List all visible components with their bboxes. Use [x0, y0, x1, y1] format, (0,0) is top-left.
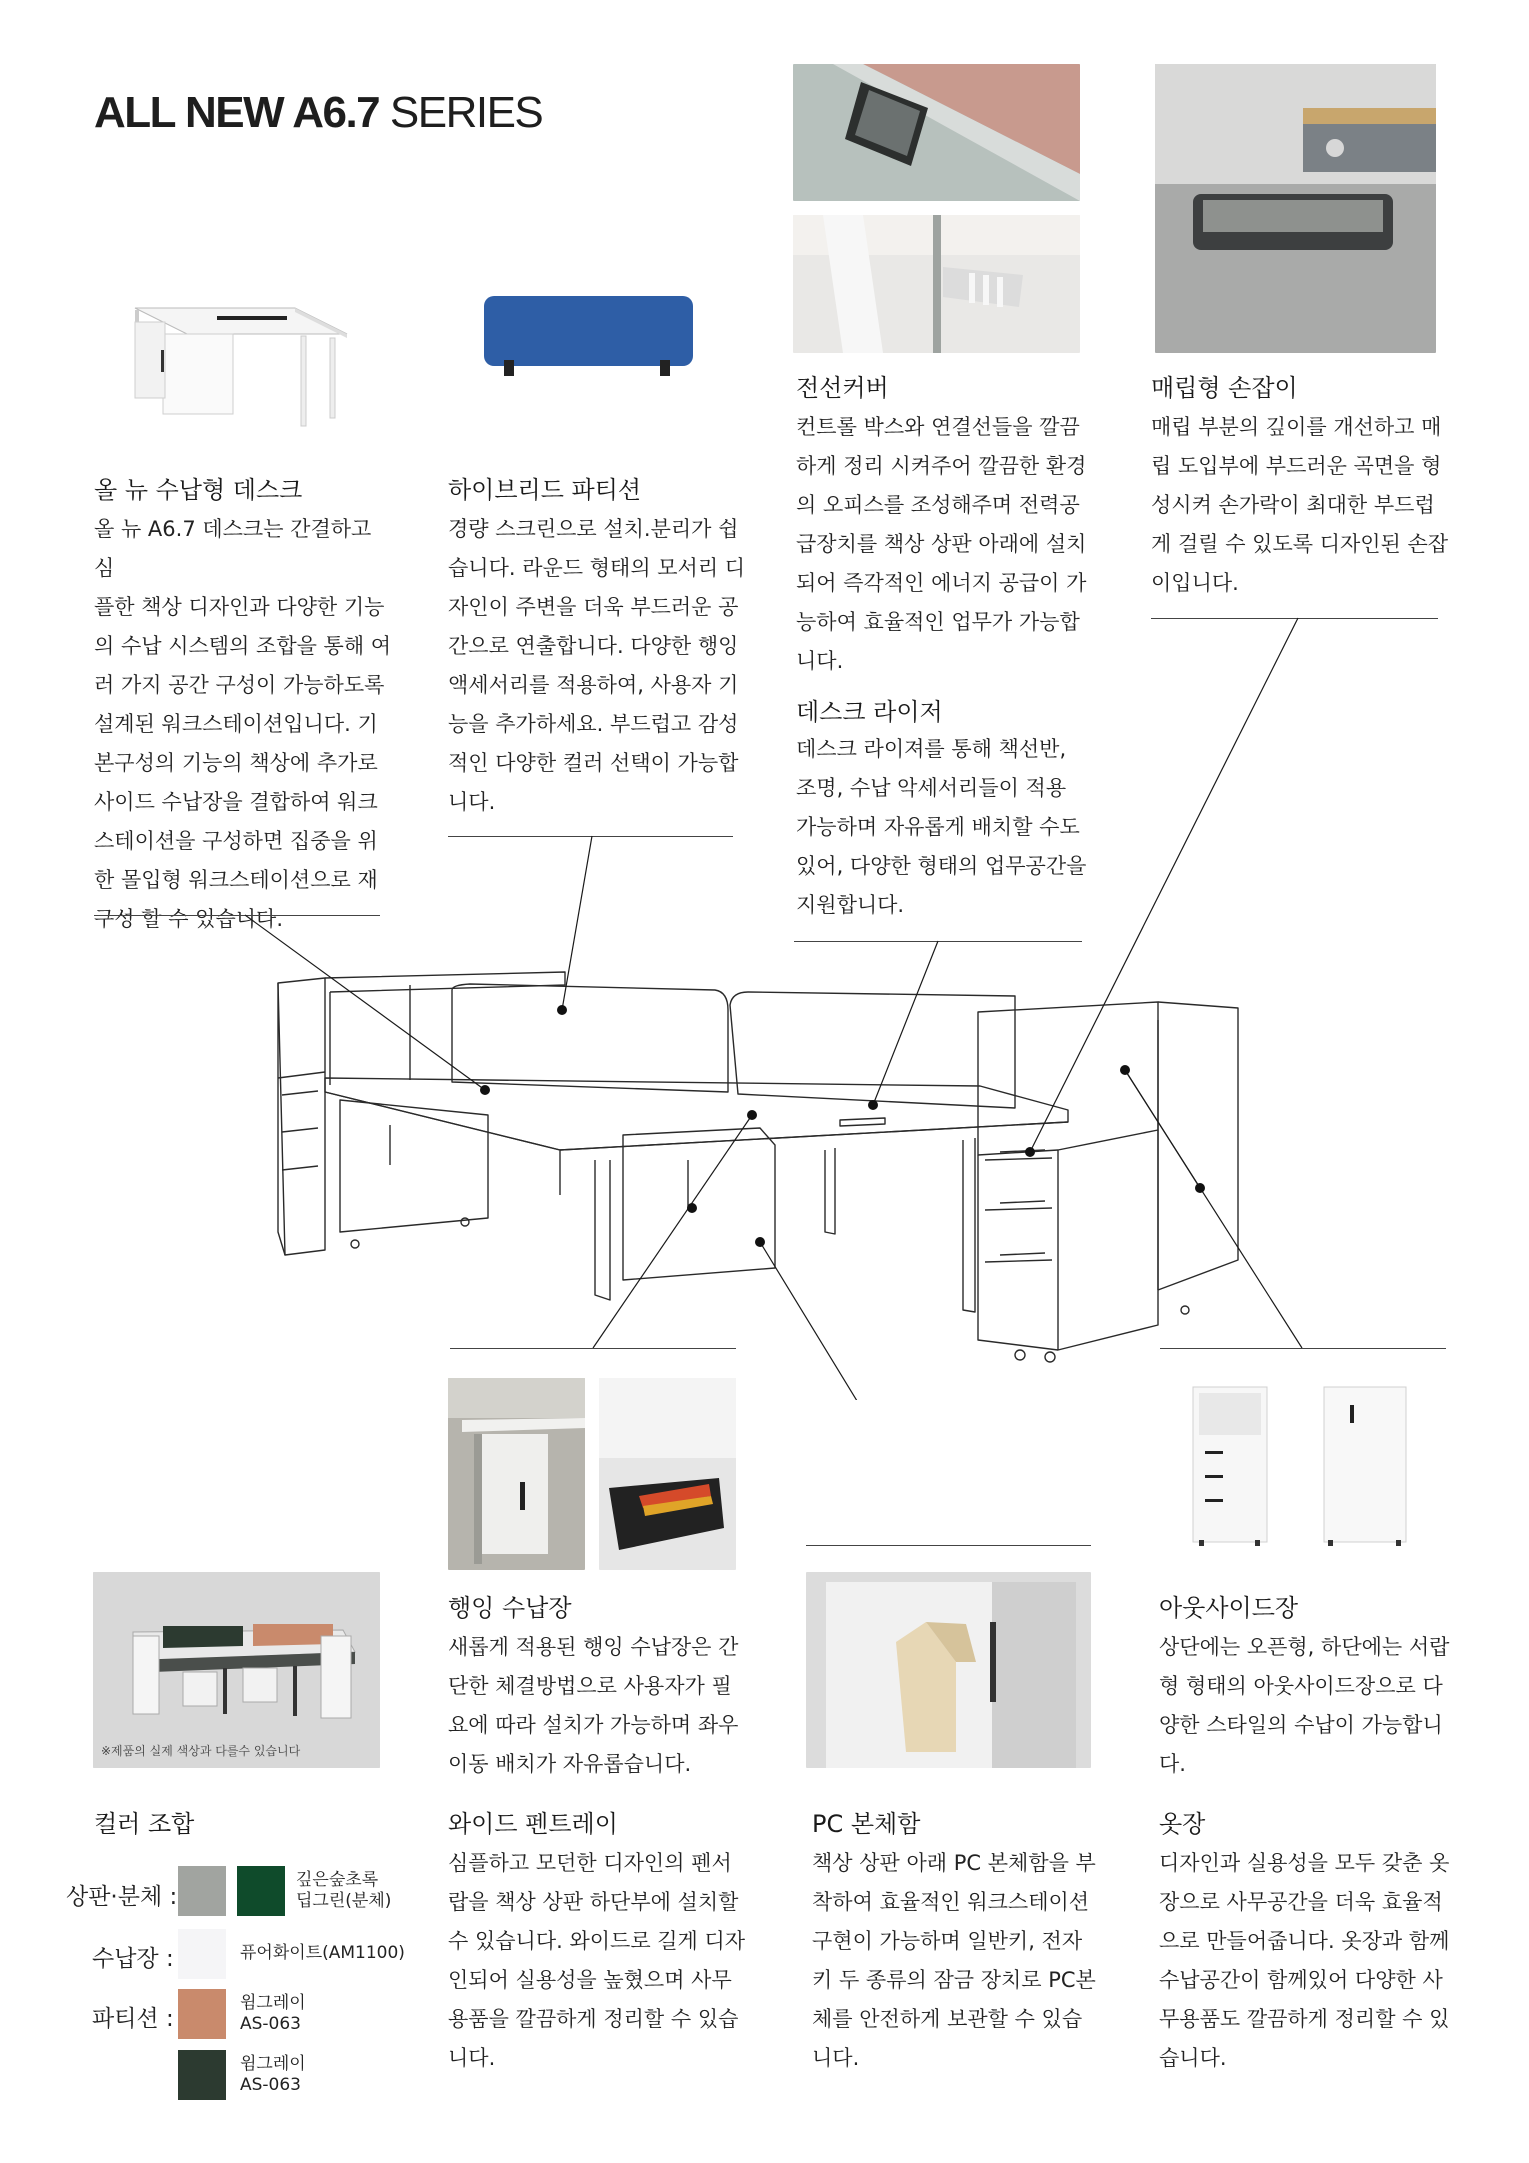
- pc-box-photo: [806, 1572, 1091, 1768]
- outside-description: [1159, 1628, 1459, 1784]
- text-line: 간으로 연출합니다. 다양한 행잉: [448, 634, 739, 658]
- swatch-name-line: 깊은숲초록: [296, 1870, 379, 1890]
- text-line: 자인이 주변을 더욱 부드러운 공: [448, 595, 739, 619]
- text-line: 이입니다.: [1151, 571, 1239, 595]
- text-line: 무용품도 깔끔하게 정리할 수 있: [1159, 2007, 1450, 2031]
- text-line: 착하여 효율적인 워크스테이션: [812, 1890, 1090, 1914]
- photo-note: ※제품의 실제 색상과 다를수 있습니다: [101, 1744, 301, 1758]
- text-line: 니다.: [448, 2046, 496, 2070]
- text-line: 상단에는 오픈형, 하단에는 서랍: [1159, 1635, 1450, 1659]
- hanging-description: [448, 1628, 748, 1784]
- text-line: 올 뉴 A6.7 데스크는 간결하고 심: [94, 517, 372, 580]
- partition-heading: 하이브리드 파티션: [448, 476, 642, 504]
- text-line: 새롭게 적용된 행잉 수납장은 간: [448, 1635, 739, 1659]
- text-line: 습니다.: [1159, 2046, 1227, 2070]
- text-line: 있어, 다양한 형태의 업무공간을: [796, 854, 1087, 878]
- text-line: 형 형태의 아웃사이드장으로 다: [1159, 1674, 1443, 1698]
- handle-heading: 매립형 손잡이: [1151, 374, 1298, 402]
- color-label-salmon: [240, 1993, 306, 2035]
- text-line: 조명, 수납 악세서리들이 적용: [796, 776, 1067, 800]
- text-line: 가능하며 자유롭게 배치할 수도: [796, 815, 1080, 839]
- wardrobe-heading: 옷장: [1159, 1810, 1206, 1838]
- text-line: 컨트롤 박스와 연결선들을 깔끔: [796, 415, 1080, 439]
- pcbox-heading: PC 본체함: [812, 1810, 921, 1838]
- text-line: 데스크 라이져를 통해 책선반,: [796, 737, 1067, 761]
- color-label-dark-green: [240, 2054, 306, 2096]
- swatch-name-line: 딥그린(분체): [296, 1891, 392, 1911]
- color-swatch-dark-green: [178, 2050, 226, 2100]
- color-swatch-salmon: [178, 1989, 226, 2039]
- text-line: 능하여 효율적인 업무가 가능합: [796, 610, 1080, 634]
- wardrobe-photo: [1318, 1385, 1413, 1550]
- title-light: SERIES: [389, 88, 543, 137]
- pentray-description: [448, 1844, 748, 2078]
- pcbox-divider-top: [806, 1545, 1091, 1546]
- swatch-name-line: 윔그레이: [240, 1993, 306, 2013]
- color-row-label-top: 상판·분체 :: [66, 1884, 178, 1910]
- text-line: 설계된 워크스테이션입니다. 기: [94, 712, 378, 736]
- color-label-green: [296, 1870, 391, 1912]
- text-line: 니다.: [796, 649, 844, 673]
- text-line: 다.: [1159, 1752, 1186, 1776]
- text-line: 인되어 실용성을 높혔으며 사무: [448, 1968, 732, 1992]
- text-line: 한 몰입형 워크스테이션으로 재: [94, 868, 378, 892]
- outside-heading: 아웃사이드장: [1159, 1594, 1299, 1622]
- text-line: 의 수납 시스템의 조합을 통해 여: [94, 634, 392, 658]
- text-line: 경량 스크린으로 설치.분리가 쉽: [448, 517, 739, 541]
- text-line: 양한 스타일의 수납이 가능합니: [1159, 1713, 1443, 1737]
- text-line: 구성 할 수 있습니다.: [94, 907, 283, 931]
- outside-divider-top: [1160, 1348, 1446, 1349]
- text-line: 디자인과 실용성을 모두 갖춘 옷: [1159, 1851, 1450, 1875]
- text-line: 구현이 가능하며 일반키, 전자: [812, 1929, 1083, 1953]
- swatch-name-line: AS-063: [240, 2014, 302, 2034]
- color-row-label-storage: 수납장 :: [92, 1946, 174, 1972]
- color-label-white: [240, 1943, 405, 1964]
- text-line: 립 도입부에 부드러운 곡면을 형: [1151, 454, 1442, 478]
- text-line: 체를 안전하게 보관할 수 있습: [812, 2007, 1083, 2031]
- color-heading: 컬러 조합: [94, 1810, 195, 1838]
- hanging-divider-top: [450, 1348, 736, 1349]
- text-line: 되어 즉각적인 에너지 공급이 가: [796, 571, 1087, 595]
- text-line: 지원합니다.: [796, 893, 905, 917]
- text-line: 액세서리를 적용하여, 사용자 기: [448, 673, 739, 697]
- wardrobe-description: [1159, 1844, 1459, 2078]
- swatch-name-line: 퓨어화이트(AM1100): [240, 1943, 405, 1963]
- swatch-name-line: 윔그레이: [240, 2054, 306, 2074]
- text-line: 용품을 깔끔하게 정리할 수 있습: [448, 2007, 739, 2031]
- text-line: 러 가지 공간 구성이 가능하도록: [94, 673, 385, 697]
- text-line: 의 오피스를 조성해주며 전력공: [796, 493, 1080, 517]
- color-row-label-partition: 파티션 :: [92, 2006, 174, 2032]
- text-line: 습니다. 라운드 형태의 모서리 디: [448, 556, 746, 580]
- text-line: 책상 상판 아래 PC 본체함을 부: [812, 1851, 1096, 1875]
- hanging-heading: 행잉 수납장: [448, 1594, 572, 1622]
- color-combination-photo: [93, 1572, 380, 1768]
- pen-tray-photo: [599, 1378, 736, 1570]
- pcbox-description: [812, 1844, 1112, 2078]
- text-line: 니다.: [448, 790, 496, 814]
- text-line: 플한 책상 디자인과 다양한 기능: [94, 595, 385, 619]
- text-line: 게 걸릴 수 있도록 디자인된 손잡: [1151, 532, 1449, 556]
- text-line: 적인 다양한 컬러 선택이 가능합: [448, 751, 739, 775]
- text-line: 사이드 수납장을 결합하여 워크: [94, 790, 378, 814]
- text-line: 수납공간이 함께있어 다양한 사: [1159, 1968, 1443, 1992]
- text-line: 키 두 종류의 잠금 장치로 PC본: [812, 1968, 1096, 1992]
- hanging-storage-photo: [448, 1378, 585, 1570]
- text-line: 스테이션을 구성하면 집중을 위: [94, 829, 378, 853]
- outside-cabinet-photo: [1185, 1385, 1275, 1550]
- text-line: 니다.: [812, 2046, 860, 2070]
- text-line: 으로 만들어줍니다. 옷장과 함께: [1159, 1929, 1450, 1953]
- text-line: 하게 정리 시켜주어 깔끔한 환경: [796, 454, 1087, 478]
- text-line: 요에 따라 설치가 가능하며 좌우: [448, 1713, 739, 1737]
- title-bold: ALL NEW A6.7: [94, 88, 380, 137]
- text-line: 장으로 사무공간을 더욱 효율적: [1159, 1890, 1443, 1914]
- text-line: 단한 체결방법으로 사용자가 필: [448, 1674, 732, 1698]
- text-line: 심플하고 모던한 디자인의 펜서: [448, 1851, 732, 1875]
- riser-heading: 데스크 라이저: [796, 698, 943, 726]
- pentray-heading: 와이드 펜트레이: [448, 1810, 618, 1838]
- text-line: 성시켜 손가락이 최대한 부드럽: [1151, 493, 1435, 517]
- text-line: 수 있습니다. 와이드로 길게 디자: [448, 1929, 746, 1953]
- desk-heading: 올 뉴 수납형 데스크: [94, 476, 303, 504]
- text-line: 본구성의 기능의 책상에 추가로: [94, 751, 378, 775]
- text-line: 능을 추가하세요. 부드럽고 감성: [448, 712, 739, 736]
- swatch-name-line: AS-063: [240, 2075, 302, 2095]
- text-line: 랍을 책상 상판 하단부에 설치할: [448, 1890, 739, 1914]
- text-line: 매립 부분의 깊이를 개선하고 매: [1151, 415, 1442, 439]
- color-swatch-white: [178, 1929, 226, 1979]
- color-swatch-gray: [178, 1866, 226, 1916]
- text-line: 급장치를 책상 상판 아래에 설치: [796, 532, 1087, 556]
- color-swatch-green: [237, 1866, 285, 1916]
- text-line: 이동 배치가 자유롭습니다.: [448, 1752, 692, 1776]
- cable-heading: 전선커버: [796, 374, 889, 402]
